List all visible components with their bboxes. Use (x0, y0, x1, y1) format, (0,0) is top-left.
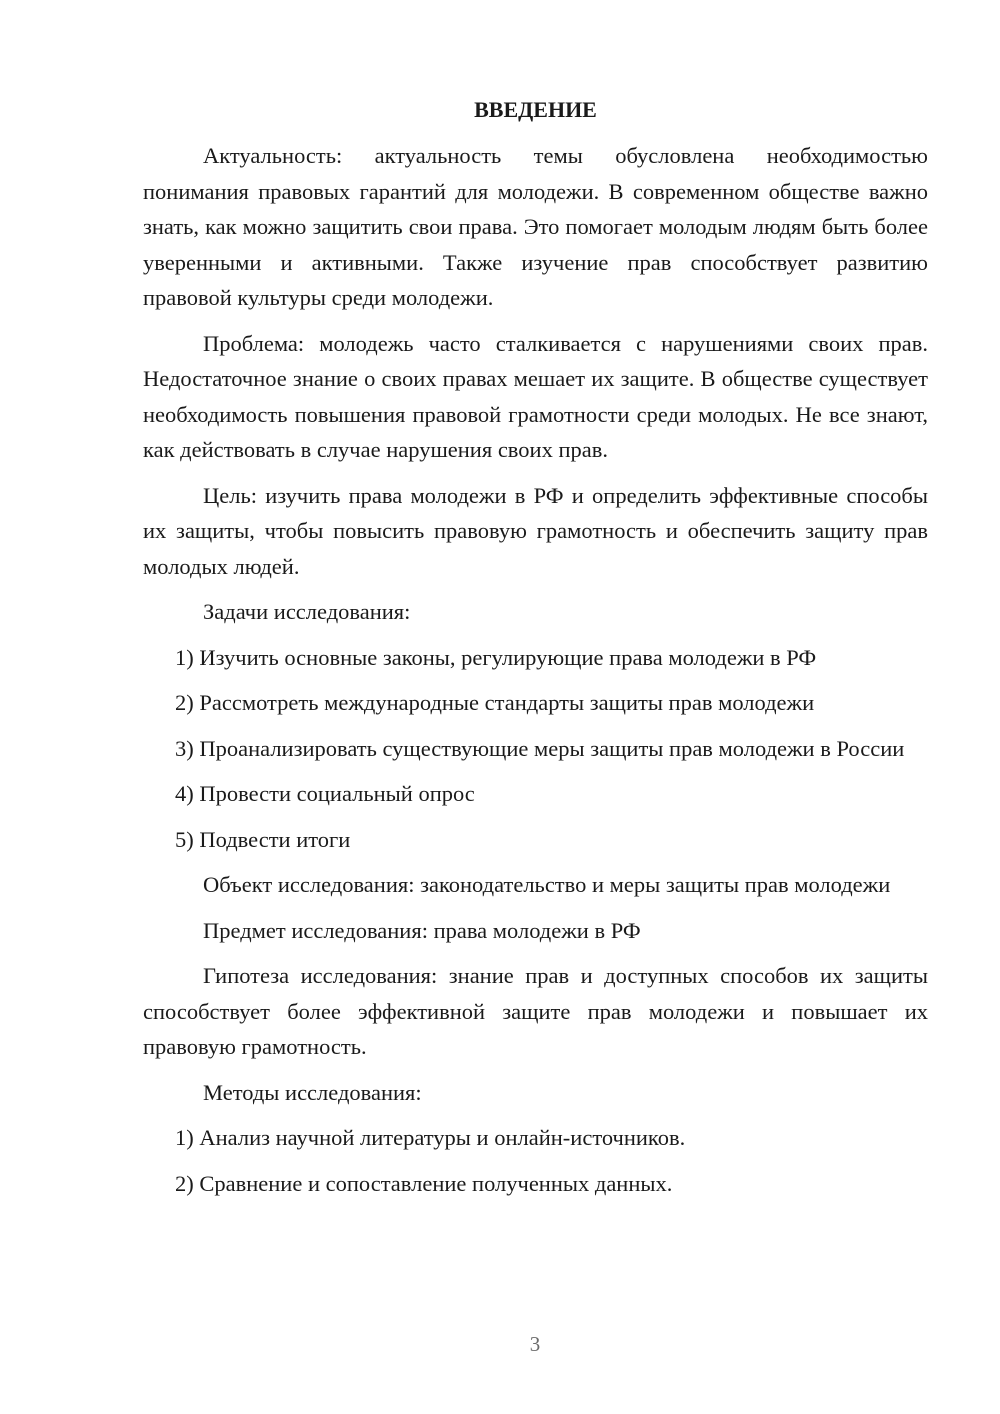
problem-paragraph: Проблема: молодежь часто сталкивается с нарушениями своих прав. Недостаточное знание о своих правах мешает их защите. В обществе существует необходимость повышения правовой грамотности среди молодых. Не все знают, как действовать в случае нарушения своих прав. (143, 330, 928, 462)
hypothesis-paragraph: Гипотеза исследования: знание прав и доступных способов их защиты способствует более эффективной защите прав молодежи и повышает их правовую грамотность. (143, 963, 928, 1059)
subject-paragraph: Предмет исследования: права молодежи в РФ (203, 917, 641, 943)
section-title: ВВЕДЕНИЕ (474, 97, 597, 122)
page-content (143, 92, 928, 1211)
method-item: 2) Сравнение и сопоставление полученных данных. (175, 1170, 673, 1196)
task-item: 4) Провести социальный опрос (175, 781, 475, 806)
methods-heading: Методы исследования: (203, 1079, 422, 1105)
task-item: 3) Проанализировать существующие меры защиты прав молодежи в России (175, 735, 905, 761)
tasks-heading: Задачи исследования: (203, 599, 411, 624)
task-item: 2) Рассмотреть международные стандарты защиты прав молодежи (175, 690, 815, 715)
task-item: 1) Изучить основные законы, регулирующие права молодежи в РФ (175, 644, 817, 670)
relevance-paragraph: Актуальность: актуальность темы обусловлена необходимостью понимания правовых гарантий для молодежи. В современном обществе важно знать, как можно защитить свои права. Это помогает молодым людям быть более уверенными и активными. Также изучение прав способствует развитию правовой культуры среди молодежи. (143, 143, 928, 310)
page-number: 3 (529, 1332, 541, 1356)
goal-paragraph: Цель: изучить права молодежи в РФ и определить эффективные способы их защиты, чтобы повысить правовую грамотность и обеспечить защиту прав молодых людей. (143, 482, 928, 579)
method-item: 1) Анализ научной литературы и онлайн-источников. (175, 1125, 686, 1150)
object-paragraph: Объект исследования: законодательство и меры защиты прав молодежи (203, 872, 891, 897)
task-item: 5) Подвести итоги (175, 826, 351, 852)
